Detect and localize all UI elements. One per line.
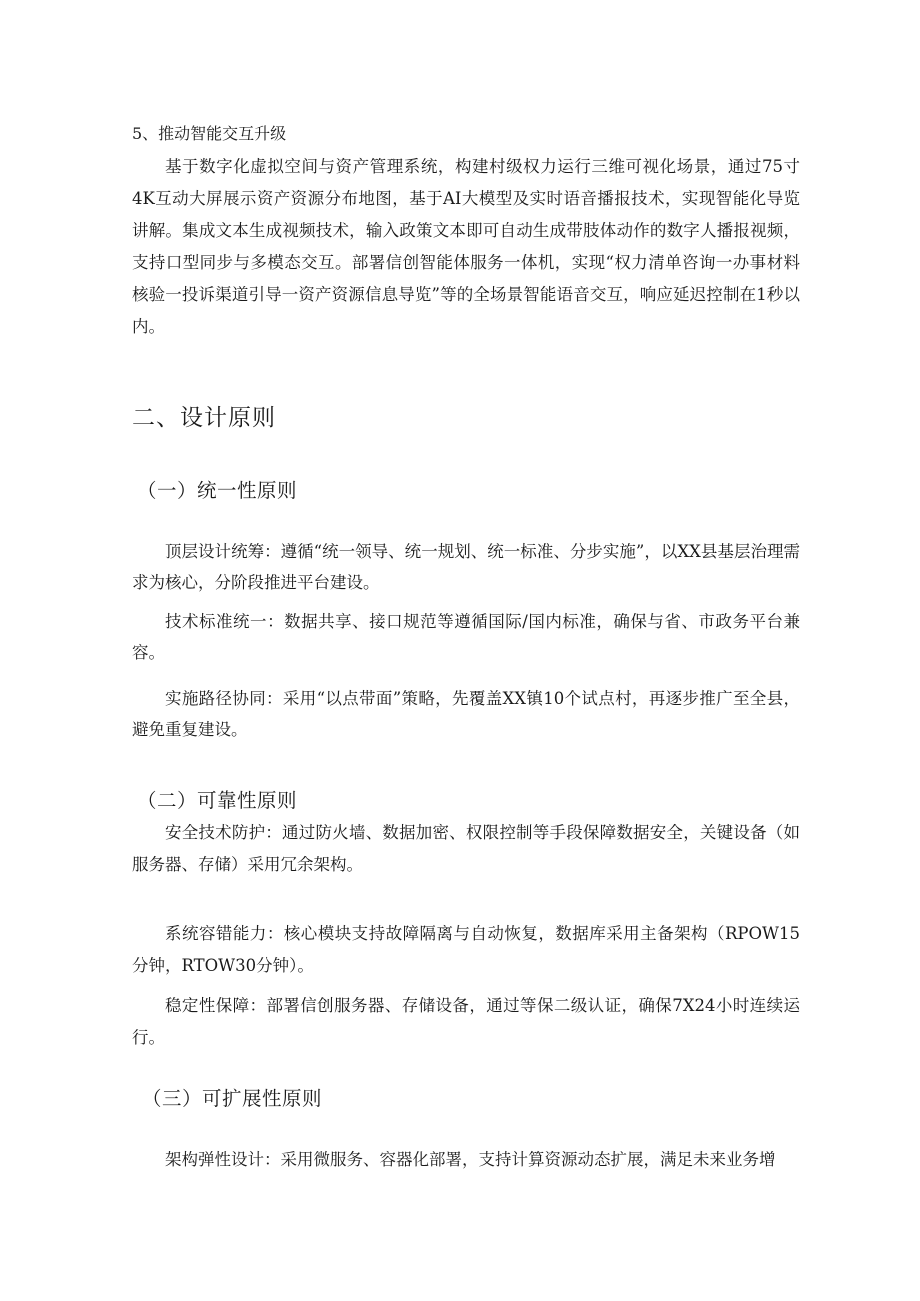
- section-5-paragraph: 基于数字化虚拟空间与资产管理系统，构建村级权力运行三维可视化场景，通过75寸4K互动大屏展示资产资源分布地图，基于AI大模型及实时语音播报技术，实现智能化导览讲解。集成文本生成视频技术，输入政策文本即可自动生成带肢体动作的数字人播报视频，支持口型同步与多模态交互。部署信创智能体服务一体机，实现“权力清单咨询一办事材料核验一投诉渠道引导一资产资源信息导览”等的全场景智能语音交互，响应延迟控制在1秒以内。: [132, 157, 800, 336]
- unity-paragraph-2: 技术标准统一：数据共享、接口规范等遵循国际/国内标准，确保与省、市政务平台兼容。: [132, 612, 800, 662]
- reliability-paragraph-1: 安全技术防护：通过防火墙、数据加密、权限控制等手段保障数据安全，关键设备（如服务器、存储）采用冗余架构。: [132, 823, 800, 874]
- design-principles-title: 二、设计原则: [132, 405, 276, 431]
- unity-paragraph-1: 顶层设计统筹：遵循“统一领导、统一规划、统一标准、分步实施”，以XX县基层治理需求为核心，分阶段推进平台建设。: [132, 542, 800, 592]
- reliability-principle-heading: （二）可靠性原则: [137, 789, 298, 812]
- unity-paragraph-3: 实施路径协同：采用“以点带面”策略，先覆盖XX镇10个试点村，再逐步推广至全县，避免重复建设。: [132, 689, 800, 739]
- unity-principle-heading: （一）统一性原则: [137, 479, 298, 502]
- scalability-paragraph-1: 架构弹性设计：采用微服务、容器化部署，支持计算资源动态扩展，满足未来业务增: [165, 1150, 776, 1169]
- reliability-paragraph-3: 稳定性保障：部署信创服务器、存储设备，通过等保二级认证，确保7X24小时连续运行。: [132, 996, 800, 1047]
- scalability-principle-heading: （三）可扩展性原则: [142, 1087, 323, 1110]
- reliability-paragraph-2: 系统容错能力：核心模块支持故障隔离与自动恢复，数据库采用主备架构（RPOW15分钟，RTOW30分钟）。: [132, 924, 800, 975]
- section-5-heading: 5、推动智能交互升级: [132, 124, 287, 143]
